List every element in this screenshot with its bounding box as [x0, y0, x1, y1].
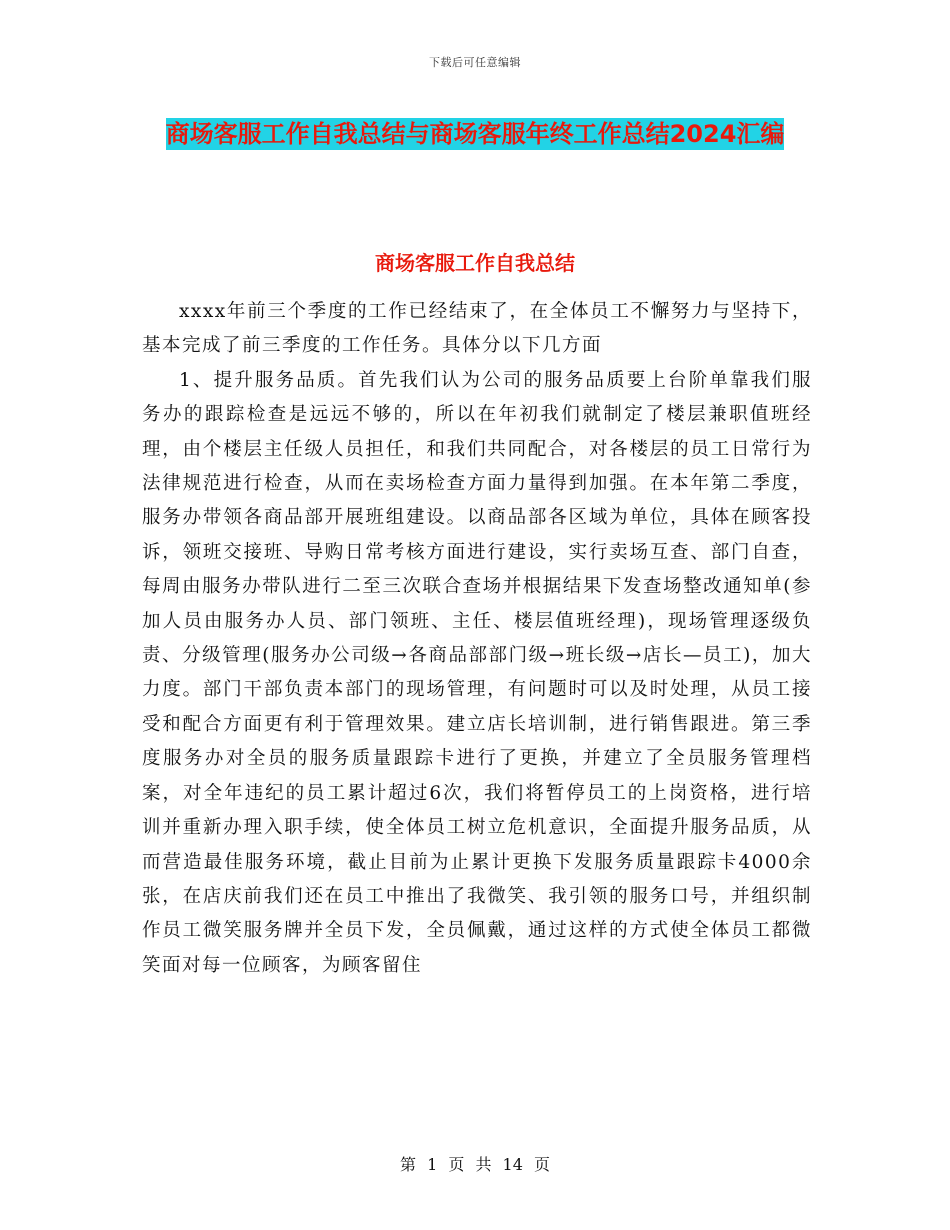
body-paragraph: 1、提升服务品质。首先我们认为公司的服务品质要上台阶单靠我们服务办的跟踪检查是远远不够的，所以在年初我们就制定了楼层兼职值班经理，由个楼层主任级人员担任，和我们共同配合，对各楼层的员工日常行为法律规范进行检查，从而在卖场检查方面力量得到加强。在本年第二季度，服务办带领各商品部开展班组建设。以商品部各区域为单位，具体在顾客投诉，领班交接班、导购日常考核方面进行建设，实行卖场互查、部门自查，每周由服务办带队进行二至三次联合查场并根据结果下发查场整改通知单(参加人员由服务办人员、部门领班、主任、楼层值班经理)，现场管理逐级负责、分级管理(服务办公司级→各商品部部门级→班长级→店长—员工)，加大力度。部门干部负责本部门的现场管理，有问题时可以及时处理，从员工接受和配合方面更有利于管理效果。建立店长培训制，进行销售跟进。第三季度服务办对全员的服务质量跟踪卡进行了更换，并建立了全员服务管理档案，对全年违纪的员工累计超过6次，我们将暂停员工的上岗资格，进行培训并重新办理入职手续，使全体员工树立危机意识，全面提升服务品质，从而营造最佳服务环境，截止目前为止累计更换下发服务质量跟踪卡4000余张，在店庆前我们还在员工中推出了我微笑、我引领的服务口号，并组织制作员工微笑服务牌并全员下发，全员佩戴，通过这样的方式使全体员工都微笑面对每一位顾客，为顾客留住: [142, 369, 812, 976]
page-footer: 第 1 页 共 14 页: [400, 1155, 550, 1174]
document-title-text: 商场客服工作自我总结与商场客服年终工作总结2024汇编: [165, 120, 785, 148]
page-header: 下载后可任意编辑: [429, 56, 521, 69]
document-body: [142, 295, 812, 983]
body-paragraph: xxxx年前三个季度的工作已经结束了，在全体员工不懈努力与坚持下，基本完成了前三季度的工作任务。具体分以下几方面: [142, 301, 812, 357]
section-title: 商场客服工作自我总结: [375, 251, 575, 275]
document-title: [140, 111, 810, 157]
